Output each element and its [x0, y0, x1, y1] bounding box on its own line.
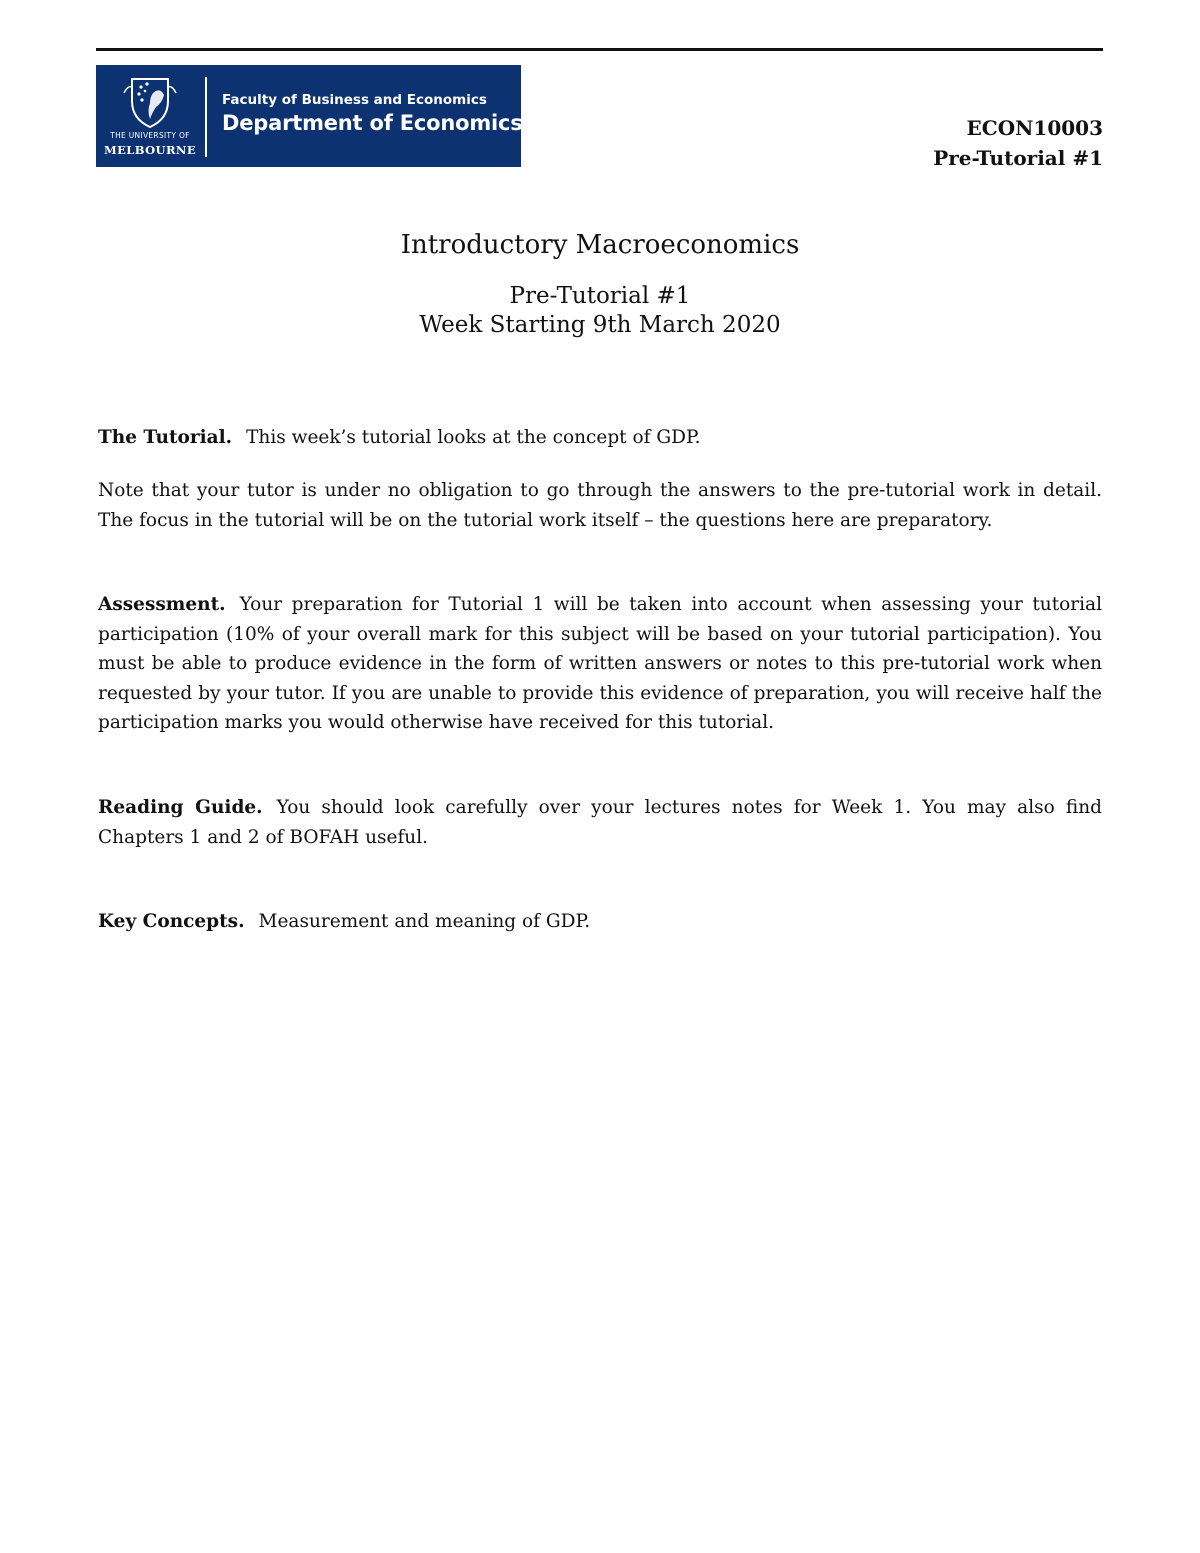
key-concepts-paragraph [98, 907, 1102, 937]
note-paragraph [98, 476, 1102, 535]
document-subtitle: Pre-Tutorial #1 [509, 283, 691, 309]
reading-guide-heading: Reading Guide. [98, 797, 263, 818]
assessment-text: Your preparation for Tutorial 1 will be taken into account when assessing your tutorial participation (10% of your overall mark for this subject will be based on your tutorial participation). You must be able to produce evidence in the form of written answers or notes to this pre-tutorial work when requested by your tutor. If you are unable to provide this evidence of preparation, you will receive half the participation marks you would otherwise have received for this tutorial. [98, 594, 1102, 734]
logo-divider [205, 77, 207, 157]
department-name: Department of Economics [222, 111, 523, 135]
university-crest-icon [120, 73, 180, 129]
reading-guide-text: You should look carefully over your lectures notes for Week 1. You may also find Chapters 1 and 2 of BOFAH useful. [98, 797, 1102, 848]
document-label: Pre-Tutorial #1 [933, 146, 1103, 170]
document-title: Introductory Macroeconomics [400, 230, 800, 260]
university-name-line2: MELBOURNE [104, 143, 196, 157]
key-concepts-text: Measurement and meaning of GDP. [258, 911, 591, 932]
university-logo [96, 65, 521, 167]
crest-area [96, 65, 204, 167]
assessment-paragraph [98, 590, 1102, 738]
university-name-line1: THE UNIVERSITY OF [110, 131, 190, 140]
assessment-heading: Assessment. [98, 594, 226, 615]
reading-guide-paragraph [98, 793, 1102, 852]
tutorial-heading: The Tutorial. [98, 427, 233, 448]
key-concepts-heading: Key Concepts. [98, 911, 245, 932]
note-text: Note that your tutor is under no obligation to go through the answers to the pre-tutorial work in detail. The focus in the tutorial will be on the tutorial work itself – the questions here are preparatory. [98, 480, 1102, 531]
faculty-name: Faculty of Business and Economics [222, 92, 487, 108]
course-code: ECON10003 [966, 116, 1103, 140]
week-line: Week Starting 9th March 2020 [419, 312, 781, 338]
tutorial-text: This week’s tutorial looks at the concept of GDP. [246, 427, 701, 448]
tutorial-paragraph [98, 423, 1102, 453]
top-rule [96, 48, 1103, 51]
